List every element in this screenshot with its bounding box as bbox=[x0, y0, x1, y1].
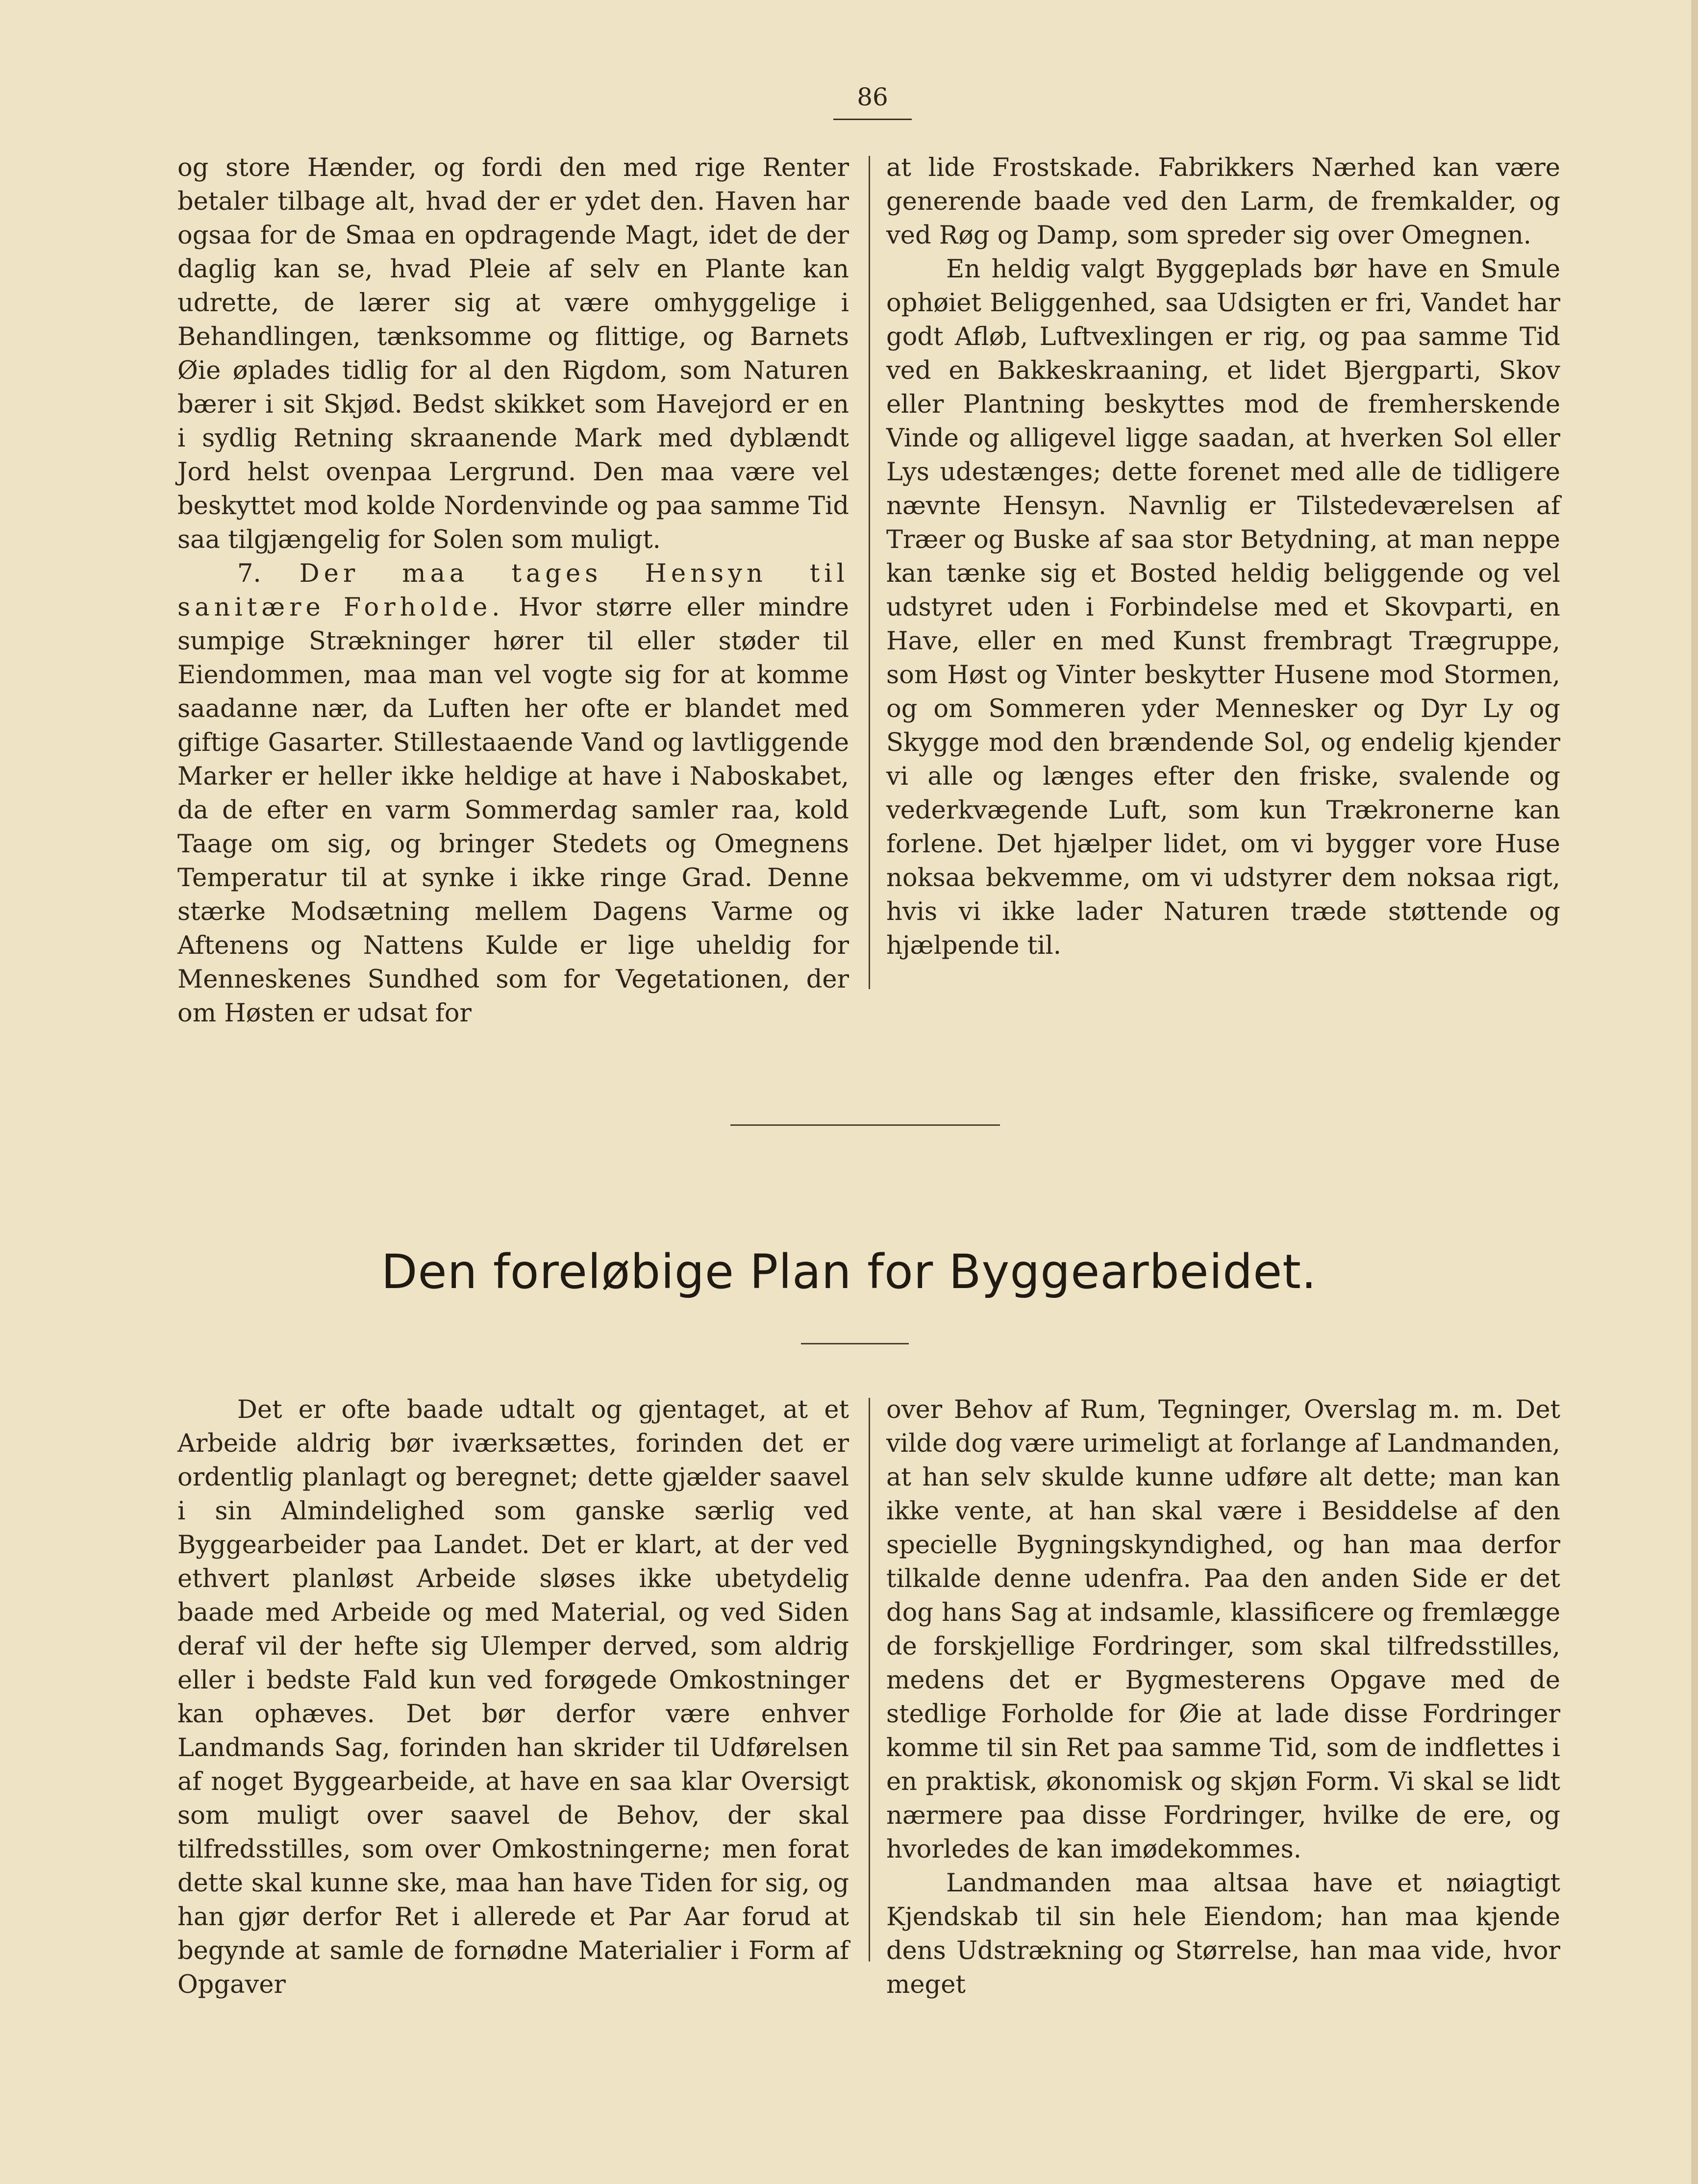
page-number-rule bbox=[833, 119, 912, 120]
bottom-right-column bbox=[886, 1393, 1560, 2002]
paragraph: Landmanden maa altsaa have et nøiagtigt Kjendskab til sin hele Eiendom; han maa kjende dens Udstrækning og Størrelse, han maa vide, hvor meget bbox=[886, 1869, 1560, 1999]
bottom-left-column bbox=[177, 1393, 849, 2002]
section-divider-rule bbox=[730, 1124, 1000, 1126]
paragraph: over Behov af Rum, Tegninger, Overslag m. m. Det vilde dog være urimeligt at forlange af Landmanden, at han selv skulde kunne udføre alt dette; man kan ikke vente, at han skal være i Besiddelse af den specielle Bygningskyndighed, og han maa derfor tilkalde denne udenfra. Paa den anden Side er det dog hans Sag at indsamle, klassificere og fremlægge de forskjellige Fordringer, som skal tilfredsstilles, medens det er Bygmesterens Opgave med de stedlige Forholde for Øie at lade disse Fordringer komme til sin Ret paa samme Tid, som de indflettes i en praktisk, økonomisk og skjøn Form. Vi skal se lidt nærmere paa disse Fordringer, hvilke de ere, og hvorledes de kan imødekommes. bbox=[886, 1395, 1560, 1864]
numbered-item bbox=[177, 557, 849, 1030]
item-number: 7. bbox=[237, 559, 261, 588]
paragraph: og store Hænder, og fordi den med rige Renter betaler tilbage alt, hvad der er ydet den. Haven har ogsaa for de Smaa en opdragende Magt, idet de der daglig kan se, hvad Pleie af selv en Plante kan udrette, de lærer sig at være omhyggelige i Behandlingen, tænksomme og flittige, og Barnets Øie øplades tidlig for al den Rigdom, som Naturen bærer i sit Skjød. Bedst skikket som Havejord er en i sydlig Retning skraanende Mark med dyblændt Jord helst ovenpaa Lergrund. Den maa være vel beskyttet mod kolde Nordenvinde og paa samme Tid saa tilgjængelig for Solen som muligt. bbox=[177, 153, 849, 554]
page-number: 86 bbox=[857, 83, 888, 111]
paragraph: Det er ofte baade udtalt og gjentaget, at et Arbeide aldrig bør iværksættes, forinden det er ordentlig planlagt og beregnet; dette gjælder saavel i sin Almindelighed som ganske særlig ved Byggearbeider paa Landet. Det er klart, at der ved ethvert planløst Arbeide sløses ikke ubetydelig baade med Arbeide og med Material, og ved Siden deraf vil der hefte sig Ulemper derved, som aldrig eller i bedste Fald kun ved forøgede Omkostninger kan ophæves. Det bør derfor være enhver Landmands Sag, forinden han skrider til Udførelsen af noget Byggearbeide, at have en saa klar Oversigt som muligt over saavel de Behov, der skal tilfredsstilles, som over Omkostningerne; men forat dette skal kunne ske, maa han have Tiden for sig, og han gjør derfor Ret i allerede et Par Aar forud at begynde at samle de fornødne Materialier i Form af Opgaver bbox=[177, 1395, 849, 1999]
page-edge bbox=[1691, 0, 1698, 2184]
column-divider bbox=[869, 156, 870, 989]
column-divider bbox=[869, 1398, 870, 1961]
top-left-column bbox=[177, 151, 849, 1030]
item-text: Hvor større eller mindre sumpige Strækninger hører til eller støder til Eiendommen, maa man vel vogte sig for at komme saadanne nær, da Luften her ofte er blandet med giftige Gasarter. Stillestaaende Vand og lavtliggende Marker er heller ikke heldige at have i Naboskabet, da de efter en varm Sommerdag samler raa, kold Taage om sig, og bringer Stedets og Omegnens Temperatur til at synke i ikke ringe Grad. Denne stærke Modsætning mellem Dagens Varme og Aftenens og Nattens Kulde er lige uheldig for Menneskenes Sundhed som for Vegetationen, der om Høsten er udsat for bbox=[177, 593, 849, 1028]
heading-underline-rule bbox=[801, 1343, 909, 1344]
section-heading: Den foreløbige Plan for Byggearbeidet. bbox=[381, 1244, 1317, 1299]
item-heading: Der maa tages Hensyn til sanitære Forholde. bbox=[177, 559, 849, 622]
paragraph: at lide Frostskade. Fabrikkers Nærhed kan være generende baade ved den Larm, de fremkalder, og ved Røg og Damp, som spreder sig over Omegnen. bbox=[886, 153, 1560, 250]
paragraph: En heldig valgt Byggeplads bør have en Smule ophøiet Beliggenhed, saa Udsigten er fri, Vandet har godt Afløb, Luftvexlingen er rig, og paa samme Tid ved en Bakkeskraaning, et lidet Bjergparti, Skov eller Plantning beskyttes mod de fremherskende Vinde og alligevel ligge saadan, at hverken Sol eller Lys udestænges; dette forenet med alle de tidligere nævnte Hensyn. Navnlig er Tilstedeværelsen af Træer og Buske af saa stor Betydning, at man neppe kan tænke sig et Bosted heldig beliggende og vel udstyret uden i Forbindelse med et Skovparti, en Have, eller en med Kunst frembragt Trægruppe, som Høst og Vinter beskytter Husene mod Stormen, og om Sommeren yder Mennesker og Dyr Ly og Skygge mod den brændende Sol, og endelig kjender vi alle og længes efter den friske, svalende og vederkvægende Luft, som kun Trækronerne kan forlene. Det hjælper lidet, om vi bygger vore Huse noksaa bekvemme, om vi udstyrer dem noksaa rigt, hvis vi ikke lader Naturen træde støttende og hjælpende til. bbox=[886, 255, 1560, 960]
top-right-column bbox=[886, 151, 1560, 963]
